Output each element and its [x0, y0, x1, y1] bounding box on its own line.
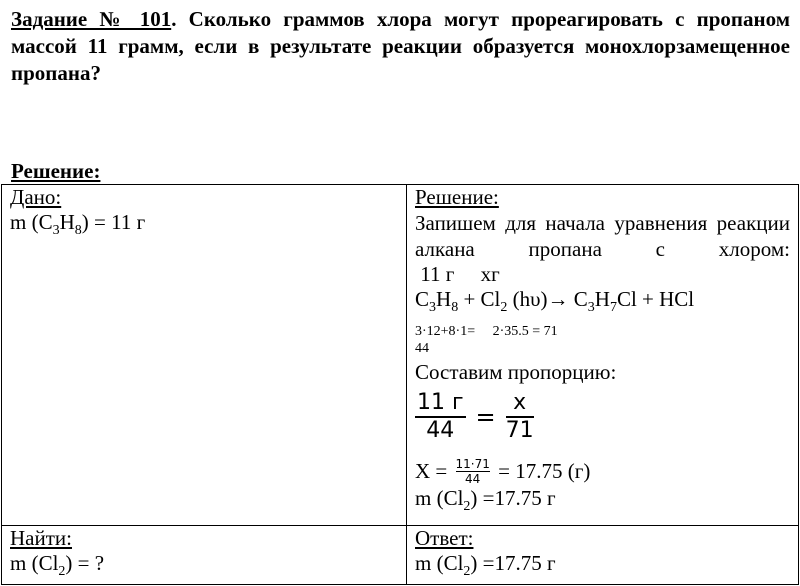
answer-prefix: m (Cl — [415, 551, 464, 575]
result-line — [415, 486, 790, 519]
find-suffix: ) = ? — [65, 551, 105, 575]
fraction-left-den: 44 — [426, 418, 455, 444]
answer-value — [415, 551, 790, 584]
given-title: Дано: — [10, 185, 62, 209]
solution-above-eq: 11 г xг — [415, 262, 500, 286]
given-mass-prefix: m (C — [10, 210, 53, 234]
proportion-equation — [415, 389, 790, 445]
answer-title: Ответ: — [415, 526, 474, 550]
eq-part: Cl + HCl — [616, 287, 695, 311]
eq-sub: 3 — [587, 300, 595, 316]
eq-sub: 3 — [429, 300, 437, 316]
fraction-left-num: 11 г — [417, 390, 464, 416]
fraction-right — [506, 390, 534, 444]
fraction-right-den: 71 — [505, 418, 534, 444]
task-statement — [11, 6, 790, 87]
given-mass — [10, 210, 398, 243]
given-sub3: 3 — [52, 223, 60, 239]
table-row — [2, 185, 799, 526]
eq-part: C — [415, 287, 430, 311]
solution-title: Решение: — [415, 185, 499, 209]
solution-heading: Решение: — [11, 159, 101, 183]
answer-cell — [407, 526, 799, 585]
given-sub8: 8 — [74, 223, 82, 239]
task-label: Задание № 101 — [11, 7, 172, 31]
reaction-equation — [415, 287, 790, 320]
answer-sub: 2 — [463, 564, 471, 580]
calc-line-1: 3·12+8·1= 2·35.5 = 71 — [415, 324, 558, 340]
given-mass-suffix: ) = 11 г — [81, 210, 146, 234]
eq-part: H — [594, 287, 610, 311]
eq-part: + Cl — [458, 287, 501, 311]
eq-part: H — [436, 287, 452, 311]
calc-line-2: 44 — [415, 341, 429, 357]
find-prefix: m (Cl — [10, 551, 59, 575]
result-prefix: m (Cl — [415, 486, 464, 511]
proportion-text: Составим пропорцию: — [415, 360, 617, 385]
equals-sign: = — [475, 403, 496, 432]
given-h: H — [59, 210, 75, 234]
find-sub: 2 — [58, 564, 66, 580]
x-fraction-num: 11·71 — [455, 457, 490, 472]
fraction-left — [415, 390, 466, 444]
eq-sub: 7 — [609, 300, 617, 316]
x-fraction-den: 44 — [465, 472, 481, 487]
result-sub: 2 — [463, 499, 471, 515]
eq-part: (hυ)→ C — [507, 287, 588, 311]
find-title: Найти: — [10, 526, 72, 550]
eq-sub: 8 — [451, 300, 459, 316]
table-row — [2, 526, 799, 585]
solution-cell — [407, 185, 799, 526]
solution-intro: Запишем для начала уравнения реакции алкана пропана с хлором: — [415, 211, 790, 261]
x-fraction — [456, 457, 490, 486]
find-value — [10, 551, 398, 584]
answer-suffix: ) =17.75 г — [470, 551, 556, 575]
x-prefix: X = — [415, 459, 453, 484]
x-suffix: = 17.75 (г) — [492, 459, 591, 484]
result-suffix: ) =17.75 г — [470, 486, 556, 511]
solution-table — [1, 184, 799, 585]
eq-sub: 2 — [500, 300, 508, 316]
task-text: . Сколько граммов хлора могут прореагировать с пропаном массой 11 грамм, если в результате реакции образуется монохлорзамещенное пропана? — [11, 7, 790, 85]
x-calculation — [415, 457, 790, 486]
given-cell — [2, 185, 407, 526]
find-cell — [2, 526, 407, 585]
fraction-right-num: x — [513, 390, 527, 416]
